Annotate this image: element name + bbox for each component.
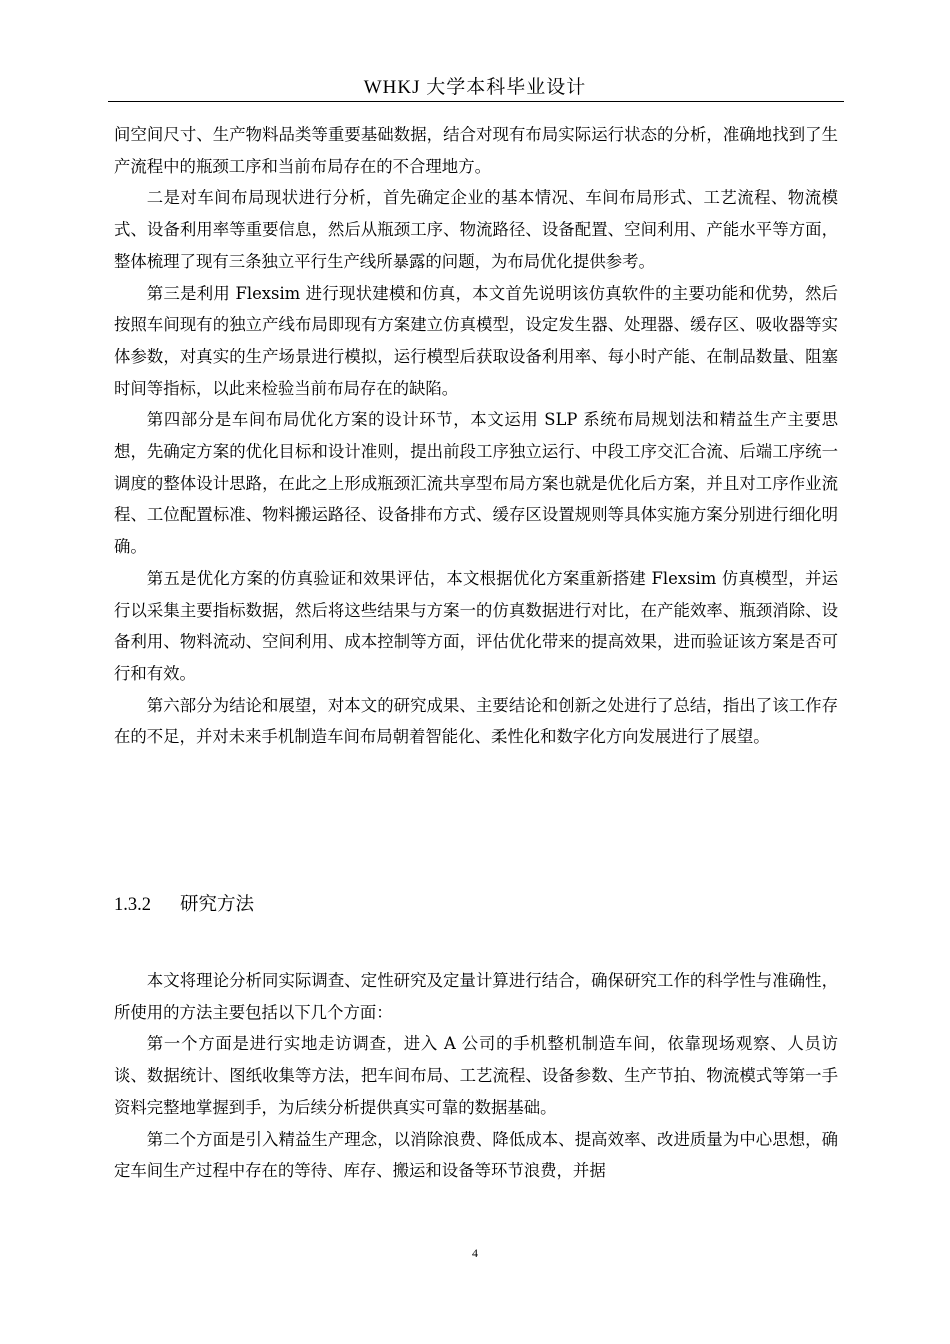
paragraph: 第五是优化方案的仿真验证和效果评估，本文根据优化方案重新搭建 Flexsim 仿真模型，并运行以采集主要指标数据，然后将这些结果与方案一的仿真数据进行对比，在产能效率、瓶颈消除、设备利用、物料流动、空间利用、成本控制等方面，评估优化带来的提高效果，进而验证该方案是否可行和有效。 — [114, 568, 838, 683]
running-header-title: WHKJ 大学本科毕业设计 — [363, 77, 587, 98]
section-number: 1.3.2 — [114, 895, 151, 915]
paragraph: 二是对车间布局现状进行分析，首先确定企业的基本情况、车间布局形式、工艺流程、物流模式、设备利用率等重要信息，然后从瓶颈工序、物流路径、设备配置、空间利用、产能水平等方面，整体梳理了现有三条独立平行生产线所暴露的问题，为布局优化提供参考。 — [114, 188, 838, 271]
paragraph: 第二个方面是引入精益生产理念，以消除浪费、降低成本、提高效率、改进质量为中心思想，确定车间生产过程中存在的等待、库存、搬运和设备等环节浪费，并据 — [114, 1129, 838, 1181]
paragraph: 本文将理论分析同实际调查、定性研究及定量计算进行结合，确保研究工作的科学性与准确性，所使用的方法主要包括以下几个方面： — [114, 971, 838, 1022]
paragraph: 第六部分为结论和展望，对本文的研究成果、主要结论和创新之处进行了总结，指出了该工作存在的不足，并对未来手机制造车间布局朝着智能化、柔性化和数字化方向发展进行了展望。 — [114, 695, 838, 747]
paragraph: 第三是利用 Flexsim 进行现状建模和仿真，本文首先说明该仿真软件的主要功能和优势，然后按照车间现有的独立产线布局即现有方案建立仿真模型，设定发生器、处理器、缓存区、吸收器等实体参数，对真实的生产场景进行模拟，运行模型后获取设备利用率、每小时产能、在制品数量、阻塞时间等指标，以此来检验当前布局存在的缺陷。 — [114, 283, 838, 398]
body-section-research-content — [114, 119, 838, 753]
section-title: 研究方法 — [180, 895, 255, 915]
section-heading — [114, 891, 254, 919]
paragraph-continued: 间空间尺寸、生产物料品类等重要基础数据，结合对现有布局实际运行状态的分析，准确地找到了生产流程中的瓶颈工序和当前布局存在的不合理地方。 — [114, 125, 838, 176]
body-section-research-methods — [114, 965, 838, 1187]
header-divider — [108, 101, 844, 102]
paragraph: 第一个方面是进行实地走访调查，进入 A 公司的手机整机制造车间，依靠现场观察、人员访谈、数据统计、图纸收集等方法，把车间布局、工艺流程、设备参数、生产节拍、物流模式等第一手资料完整地掌握到手，为后续分析提供真实可靠的数据基础。 — [114, 1034, 838, 1117]
page-number: 4 — [472, 1246, 478, 1260]
paragraph: 第四部分是车间布局优化方案的设计环节，本文运用 SLP 系统布局规划法和精益生产主要思想，先确定方案的优化目标和设计准则，提出前段工序独立运行、中段工序交汇合流、后端工序统一调度的整体设计思路，在此之上形成瓶颈汇流共享型布局方案也就是优化后方案，并且对工序作业流程、工位配置标准、物料搬运路径、设备排布方式、缓存区设置规则等具体实施方案分别进行细化明确。 — [114, 410, 838, 557]
